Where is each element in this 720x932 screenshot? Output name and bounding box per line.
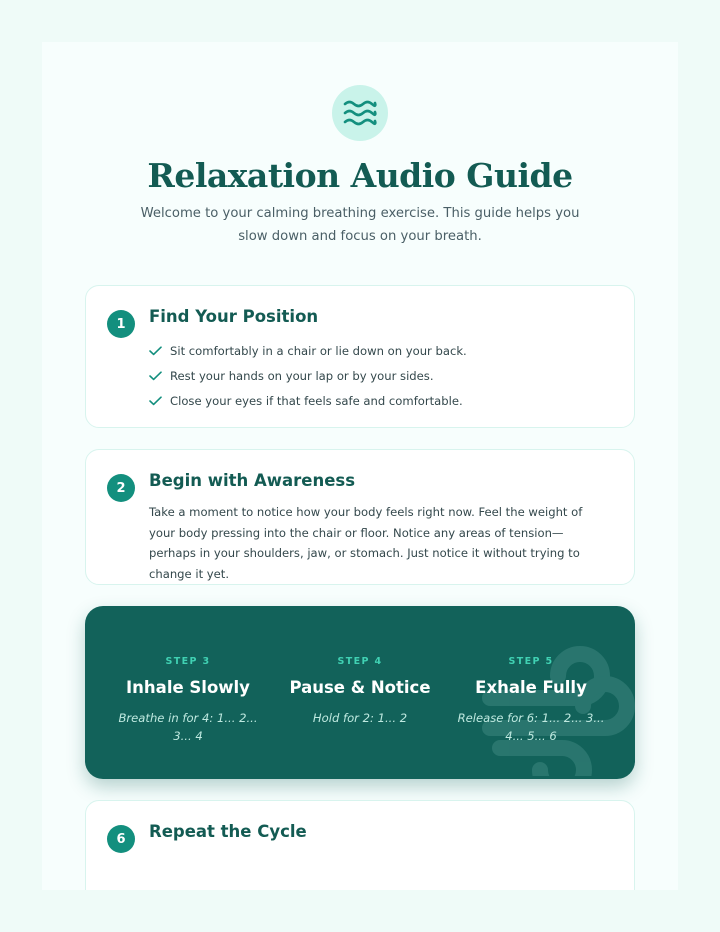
step-number-badge: 6 xyxy=(107,825,135,853)
step-description: Breathe in for 4: 1... 2... 3... 4 xyxy=(118,711,258,743)
guide-page xyxy=(42,42,678,890)
cycle-step-exhale xyxy=(451,656,611,745)
checklist-item-text: Close your eyes if that feels safe and comfortable. xyxy=(170,393,463,408)
cycle-step-inhale xyxy=(108,656,268,745)
checklist-item xyxy=(149,363,467,388)
step-title: Pause & Notice xyxy=(289,678,431,697)
checklist-item-text: Sit comfortably in a chair or lie down on your back. xyxy=(170,343,467,358)
check-icon xyxy=(149,371,163,381)
step-description: Release for 6: 1... 2... 3... 4... 5... 6 xyxy=(457,711,605,743)
step-label: STEP 3 xyxy=(165,656,211,667)
step-card-repeat xyxy=(85,800,635,890)
step-number-badge: 2 xyxy=(107,474,135,502)
step-description: Take a moment to notice how your body feels right now. Feel the weight of your body pressing into the chair or floor. Notice any areas of tension—perhaps in your shoulders, jaw, or stomach. Just notice it without trying to change it yet. xyxy=(149,505,583,581)
step-title: Repeat the Cycle xyxy=(149,822,307,841)
step-number-badge: 1 xyxy=(107,310,135,338)
checklist xyxy=(149,338,467,413)
intro-text: Welcome to your calming breathing exercise. This guide helps you slow down and focus on your breath. xyxy=(140,206,580,244)
step-title: Find Your Position xyxy=(149,307,319,326)
step-description: Hold for 2: 1... 2 xyxy=(312,711,408,725)
step-label: STEP 4 xyxy=(337,656,383,667)
check-icon xyxy=(149,396,163,406)
cycle-step-pause xyxy=(280,656,440,727)
checklist-item xyxy=(149,388,467,413)
step-title: Begin with Awareness xyxy=(149,471,356,490)
waves-icon xyxy=(332,85,388,141)
step-title: Exhale Fully xyxy=(475,678,587,697)
step-card-find-position xyxy=(85,285,635,428)
step-label: STEP 5 xyxy=(508,656,554,667)
page-title: Relaxation Audio Guide xyxy=(147,156,573,195)
step-title: Inhale Slowly xyxy=(126,678,250,697)
check-icon xyxy=(149,346,163,356)
step-card-awareness xyxy=(85,449,635,585)
checklist-item-text: Rest your hands on your lap or by your sides. xyxy=(170,368,434,383)
breathing-cycle-panel xyxy=(85,606,635,779)
checklist-item xyxy=(149,338,467,363)
